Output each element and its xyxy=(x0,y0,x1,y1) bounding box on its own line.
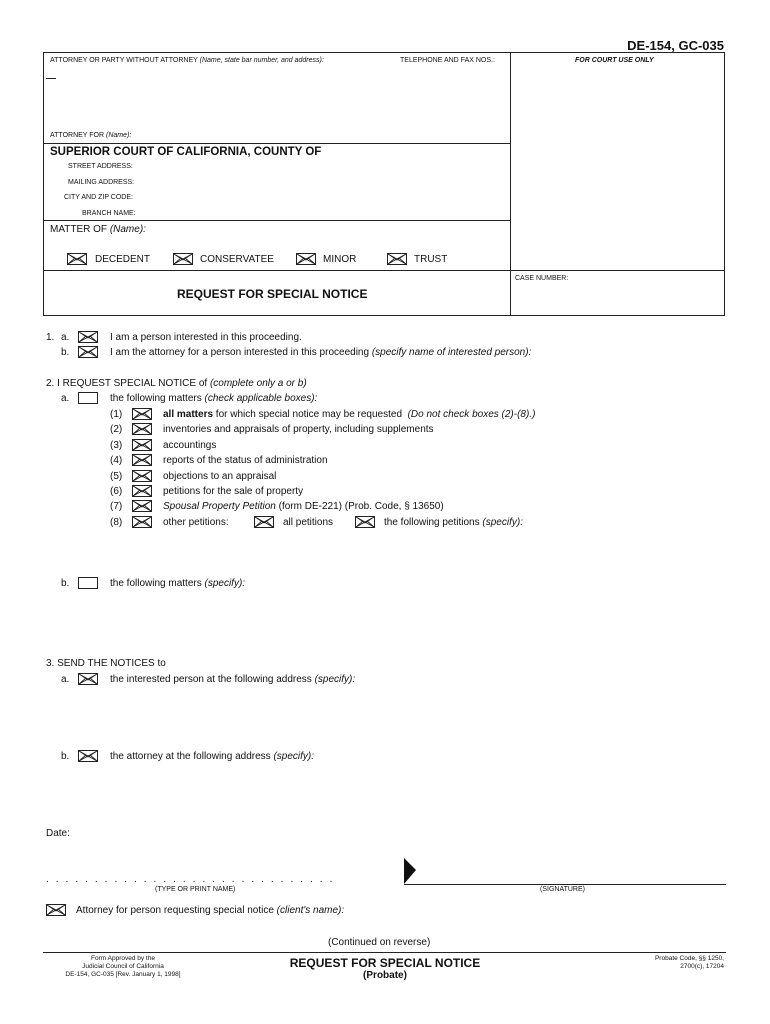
footer-title: REQUEST FOR SPECIAL NOTICE xyxy=(289,956,481,970)
attorney-party-label: ATTORNEY OR PARTY WITHOUT ATTORNEY (Name, state bar number, and address): xyxy=(50,57,324,64)
following-petitions-label: the following petitions (specify): xyxy=(384,517,523,528)
form-number: DE-154, GC-035 xyxy=(627,38,724,53)
item-6-number: (6) xyxy=(110,486,123,497)
form-title: REQUEST FOR SPECIAL NOTICE xyxy=(177,287,368,301)
signature-arrow-icon xyxy=(404,858,416,884)
item-2-checkbox[interactable] xyxy=(132,423,152,435)
trust-label: TRUST xyxy=(414,254,448,265)
branch-name-label: BRANCH NAME: xyxy=(82,210,136,217)
section2-heading: 2. I REQUEST SPECIAL NOTICE of (complete only a or b) xyxy=(46,378,307,389)
section3-heading: 3. SEND THE NOTICES to xyxy=(46,658,166,669)
date-label: Date: xyxy=(46,828,70,839)
matter-divider xyxy=(43,220,511,221)
section2b-text: the following matters (specify): xyxy=(110,578,246,589)
footer-divider xyxy=(43,952,726,953)
item-5-checkbox[interactable] xyxy=(132,470,152,482)
attorney-requesting-checkbox[interactable] xyxy=(46,904,66,916)
item-3-number: (3) xyxy=(110,440,123,451)
item-8-checkbox[interactable] xyxy=(132,516,152,528)
caption-divider-vertical xyxy=(510,52,511,316)
section3b-checkbox[interactable] xyxy=(78,750,98,762)
following-petitions-checkbox[interactable] xyxy=(355,516,375,528)
section1a-checkbox[interactable] xyxy=(78,331,98,343)
item-8-text: other petitions: xyxy=(163,517,229,528)
section2a-label: a. xyxy=(61,393,70,404)
section1b-text: I am the attorney for a person interested in this proceeding (specify name of interested person): xyxy=(110,347,532,358)
section1b-label: b. xyxy=(61,347,70,358)
code-line-2: 2700(c), 17204 xyxy=(680,963,724,970)
item-6-text: petitions for the sale of property xyxy=(163,486,304,497)
section2a-checkbox[interactable] xyxy=(78,392,98,404)
matter-of-label: MATTER OF (Name): xyxy=(50,224,146,235)
name-dotted-line[interactable]: .............................. xyxy=(46,874,340,885)
city-zip-label: CITY AND ZIP CODE: xyxy=(64,194,133,201)
street-address-label: STREET ADDRESS: xyxy=(68,163,133,170)
item-4-number: (4) xyxy=(110,455,123,466)
section3b-label: b. xyxy=(61,751,70,762)
section1-number: 1. xyxy=(46,332,55,343)
item-7-text: Spousal Property Petition (form DE-221) (Prob. Code, § 13650) xyxy=(163,501,444,512)
item-3-text: accountings xyxy=(163,440,217,451)
conservatee-label: CONSERVATEE xyxy=(200,254,274,265)
signature-label: (SIGNATURE) xyxy=(540,886,585,893)
item-7-checkbox[interactable] xyxy=(132,500,152,512)
footer-code xyxy=(655,955,724,971)
minor-checkbox[interactable] xyxy=(296,253,316,265)
footer-subtitle: (Probate) xyxy=(363,970,407,981)
item-4-checkbox[interactable] xyxy=(132,454,152,466)
section1a-text: I am a person interested in this proceeding. xyxy=(110,332,302,343)
section2b-checkbox[interactable] xyxy=(78,577,98,589)
footer-approved xyxy=(43,955,203,979)
section2b-label: b. xyxy=(61,578,70,589)
all-petitions-checkbox[interactable] xyxy=(254,516,274,528)
continued-on-reverse: (Continued on reverse) xyxy=(328,937,431,948)
caption-box xyxy=(43,52,725,316)
attorney-name-field[interactable] xyxy=(46,78,56,79)
section3b-text: the attorney at the following address (specify): xyxy=(110,751,314,762)
item-1-checkbox[interactable] xyxy=(132,408,152,420)
court-use-label: FOR COURT USE ONLY xyxy=(575,57,654,64)
mailing-address-label: MAILING ADDRESS: xyxy=(68,179,135,186)
approved-line-1: Form Approved by the xyxy=(91,955,155,962)
approved-line-2: Judicial Council of California xyxy=(82,963,164,970)
attorney-requesting-text: Attorney for person requesting special notice (client's name): xyxy=(76,905,345,916)
item-1-number: (1) xyxy=(110,409,123,420)
decedent-label: DECEDENT xyxy=(95,254,151,265)
all-petitions-label: all petitions xyxy=(283,517,334,528)
item-2-number: (2) xyxy=(110,424,123,435)
section2a-text: the following matters (check applicable boxes): xyxy=(110,393,318,404)
item-6-checkbox[interactable] xyxy=(132,485,152,497)
case-divider xyxy=(43,270,725,271)
court-name: SUPERIOR COURT OF CALIFORNIA, COUNTY OF xyxy=(50,146,322,158)
item-1-text: all matters for which special notice may be requested (Do not check boxes (2)-(8).) xyxy=(163,409,536,420)
item-8-number: (8) xyxy=(110,517,123,528)
item-3-checkbox[interactable] xyxy=(132,439,152,451)
item-5-text: objections to an appraisal xyxy=(163,471,277,482)
trust-checkbox[interactable] xyxy=(387,253,407,265)
item-2-text: inventories and appraisals of property, including supplements xyxy=(163,424,434,435)
conservatee-checkbox[interactable] xyxy=(173,253,193,265)
signature-line[interactable] xyxy=(404,884,726,885)
item-4-text: reports of the status of administration xyxy=(163,455,328,466)
type-name-label: (TYPE OR PRINT NAME) xyxy=(155,886,236,893)
item-5-number: (5) xyxy=(110,471,123,482)
section3a-checkbox[interactable] xyxy=(78,673,98,685)
code-line-1: Probate Code, §§ 1250, xyxy=(654,955,724,962)
telephone-label: TELEPHONE AND FAX NOS.: xyxy=(400,57,495,64)
attorney-for-label: ATTORNEY FOR (Name): xyxy=(50,132,132,139)
section3a-text: the interested person at the following address (specify): xyxy=(110,674,356,685)
section3a-label: a. xyxy=(61,674,70,685)
minor-label: MINOR xyxy=(323,254,357,265)
court-divider xyxy=(43,143,511,144)
approved-line-3: DE-154, GC-035 [Rev. January 1, 1998] xyxy=(65,971,181,978)
decedent-checkbox[interactable] xyxy=(67,253,87,265)
section1a-label: a. xyxy=(61,332,70,343)
item-7-number: (7) xyxy=(110,501,123,512)
section1b-checkbox[interactable] xyxy=(78,346,98,358)
case-number-label: CASE NUMBER: xyxy=(515,275,569,282)
